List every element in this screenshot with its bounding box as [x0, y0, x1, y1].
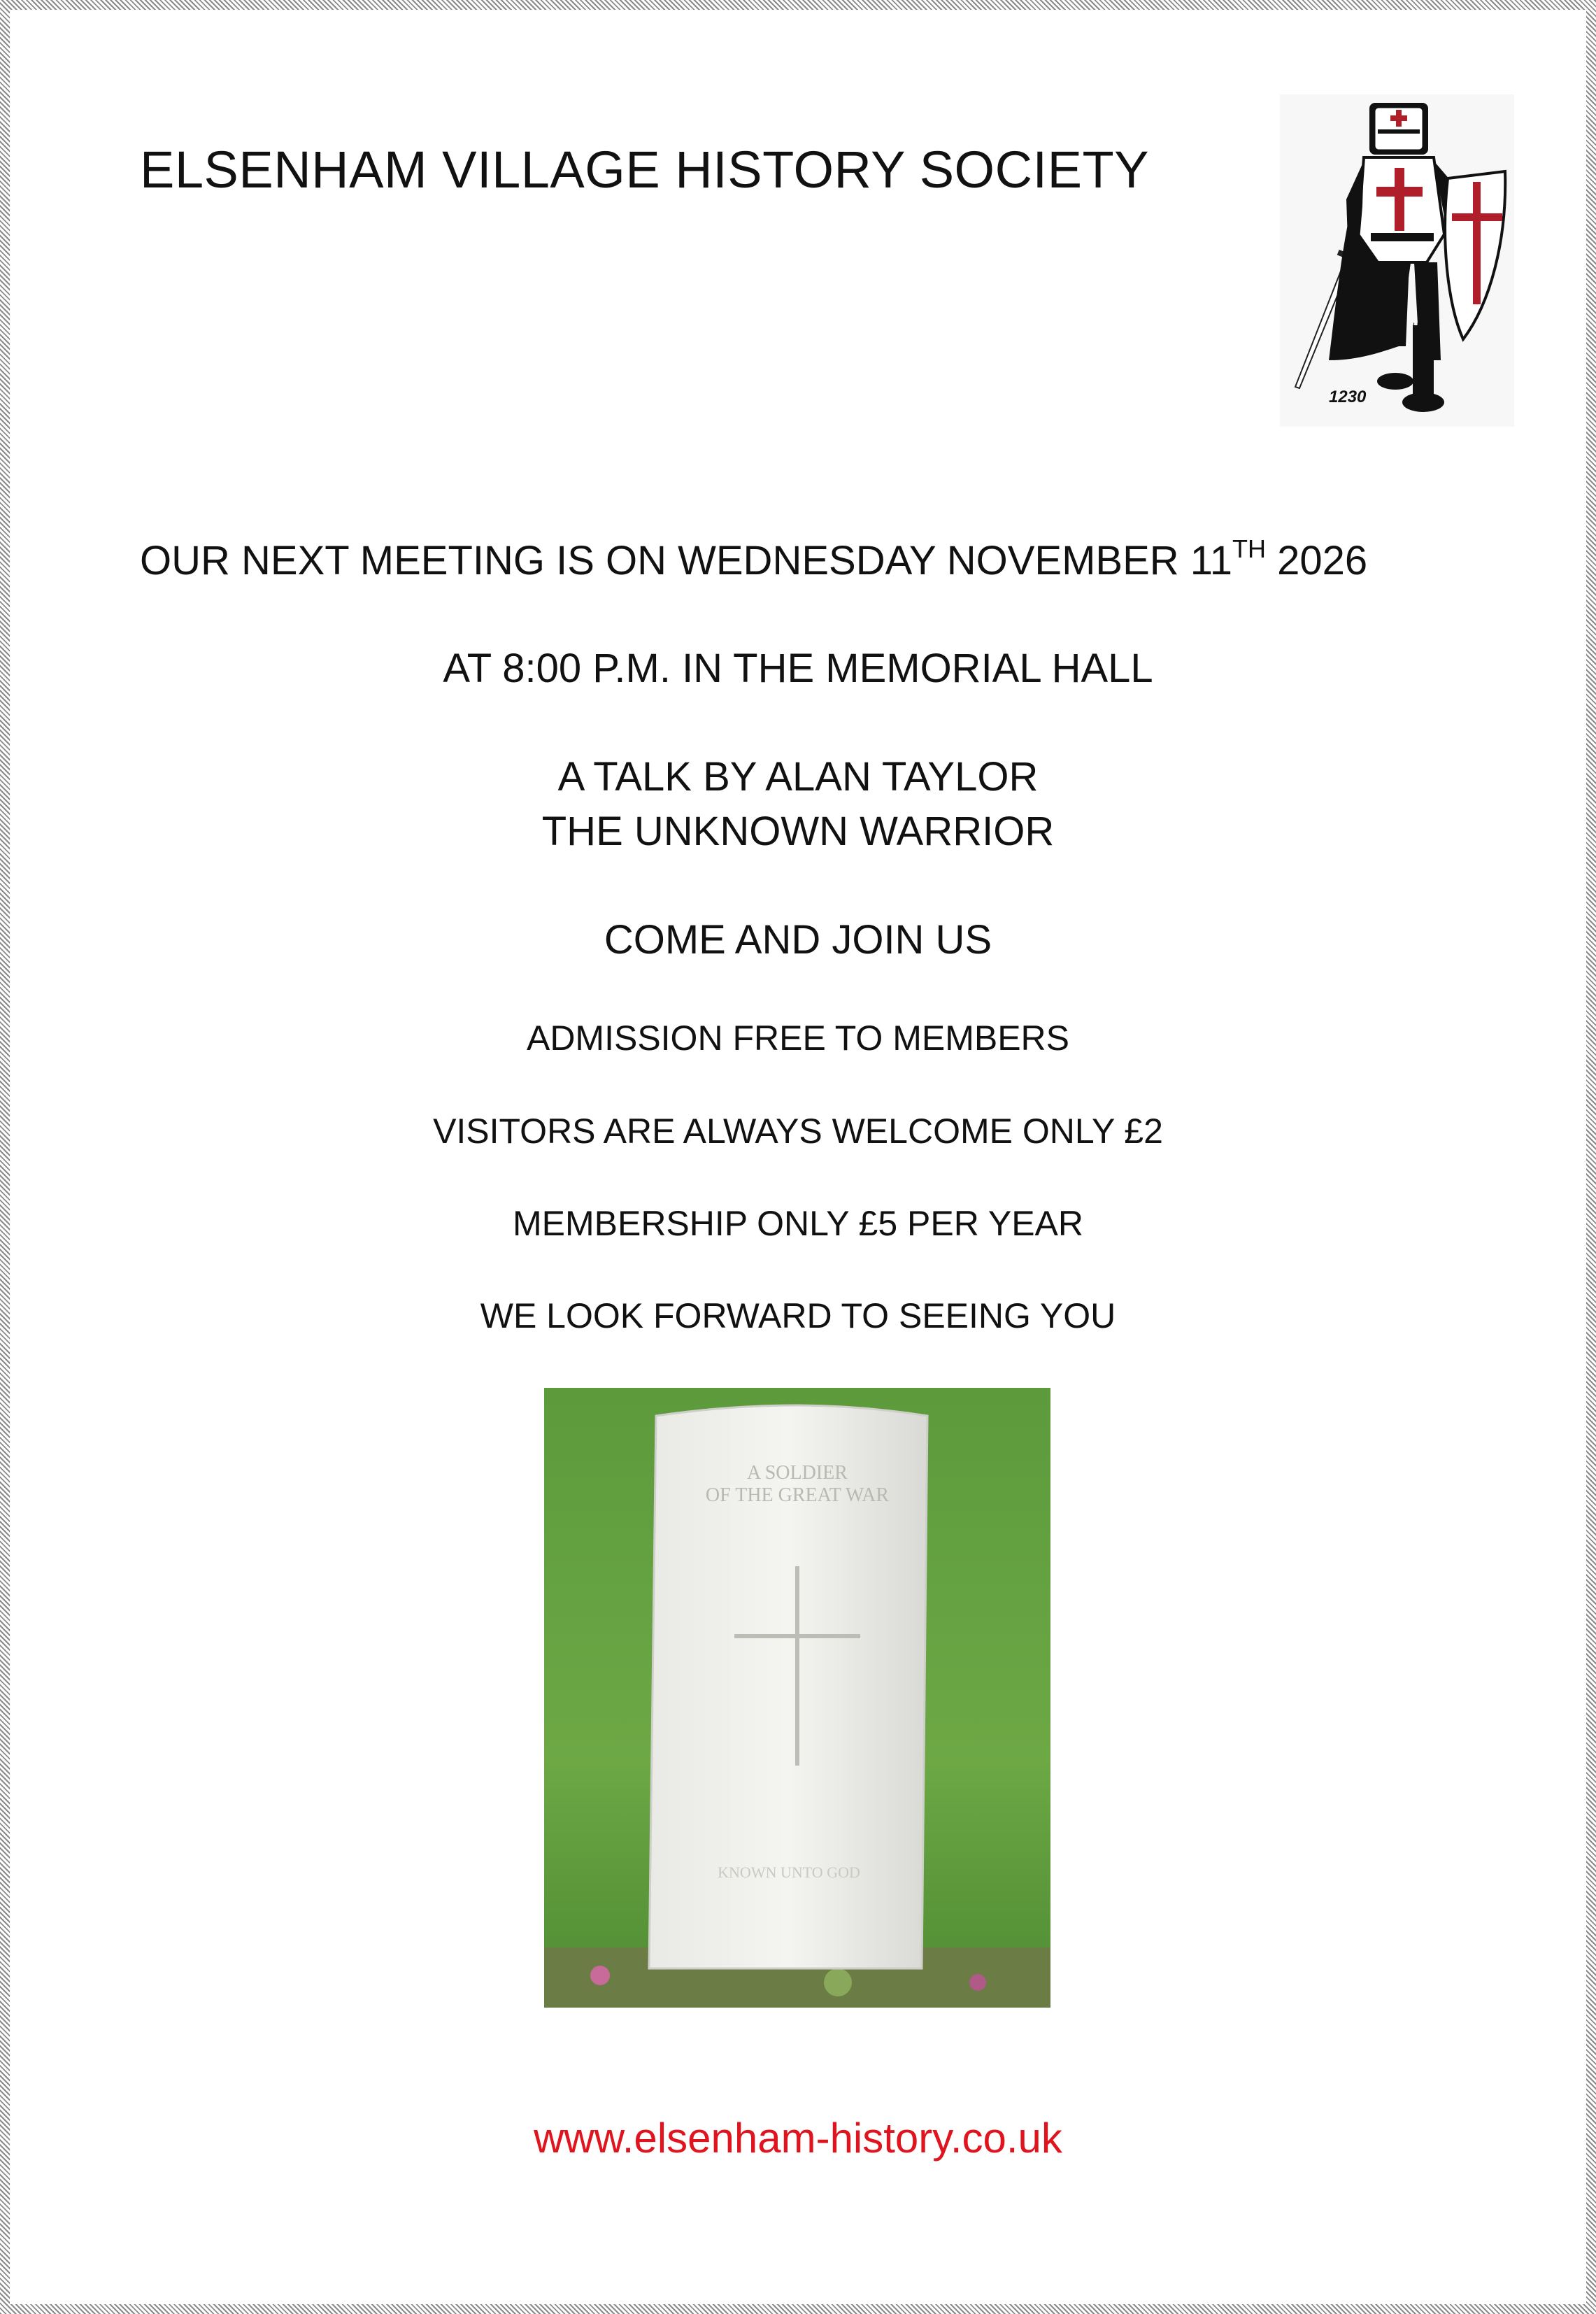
website-link[interactable]: www.elsenham-history.co.uk [534, 2115, 1062, 2162]
meeting-date-line: OUR NEXT MEETING IS ON WEDNESDAY NOVEMBER 11TH 2026 [140, 534, 1368, 583]
logo-initials: HT [1413, 321, 1424, 331]
join-invitation: COME AND JOIN US [604, 917, 992, 963]
meeting-time-place: AT 8:00 P.M. IN THE MEMORIAL HALL [443, 646, 1153, 691]
headstone-line2: OF THE GREAT WAR [705, 1484, 890, 1506]
visitors-info: VISITORS ARE ALWAYS WELCOME ONLY £2 [433, 1112, 1163, 1151]
headstone-footer: KNOWN UNTO GOD [718, 1864, 860, 1881]
talk-speaker: A TALK BY ALAN TAYLOR [557, 754, 1039, 800]
knight-templar-icon [1280, 94, 1514, 427]
logo-year: 1230 [1329, 388, 1367, 406]
headstone-photo [544, 1388, 1050, 2008]
society-title: ELSENHAM VILLAGE HISTORY SOCIETY [140, 141, 1150, 199]
ordinal-suffix: TH [1232, 534, 1266, 563]
admission-info: ADMISSION FREE TO MEMBERS [526, 1018, 1070, 1058]
talk-title: THE UNKNOWN WARRIOR [541, 809, 1055, 854]
headstone-line1: A SOLDIER [747, 1462, 848, 1484]
closing-line: WE LOOK FORWARD TO SEEING YOU [480, 1296, 1116, 1335]
membership-info: MEMBERSHIP ONLY £5 PER YEAR [512, 1204, 1084, 1243]
